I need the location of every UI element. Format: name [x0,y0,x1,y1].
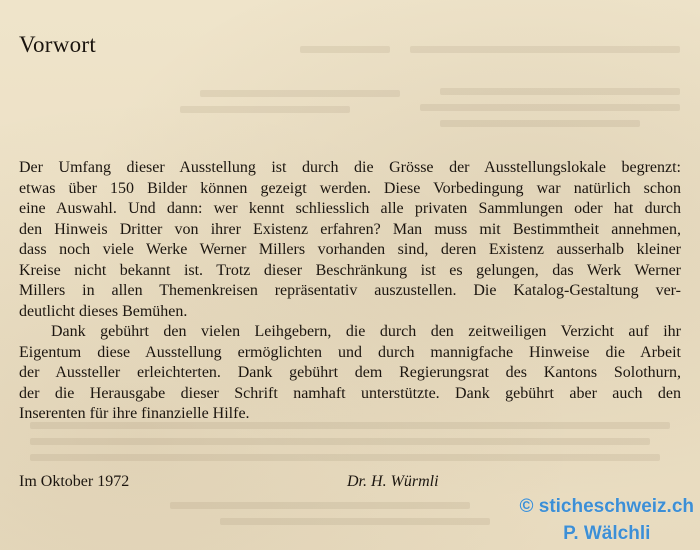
bleed-through-line [30,454,660,461]
paragraph [19,322,681,425]
bleed-through-line [300,46,390,53]
text-line: Millers in allen Themenkreisen repräsentativ auszustellen. Die Katalog-Gestaltung ver- [19,282,681,299]
preface-body [19,158,681,425]
text-line: Dank gebührt den vielen Leihgebern, die durch den zeitweiligen Verzicht auf ihr [51,323,681,340]
watermark-line: © sticheschweiz.ch [519,496,694,517]
bleed-through-line [30,438,650,445]
bleed-through-line [440,88,680,95]
bleed-through-line [440,120,640,127]
text-line: deutlicht dieses Bemühen. [19,302,188,320]
paragraph [19,158,681,322]
bleed-through-line [410,46,680,53]
text-line: eine Auswahl. Und dann: wer kennt schliesslich alle privaten Sammlungen oder hat durch [19,200,681,217]
text-line: den Hinweis Dritter von ihrer Existenz erfahren? Man muss mit Bestimmtheit annehmen, [19,220,681,238]
text-line: Kreise nicht bekannt ist. Trotz dieser Beschränkung ist es gelungen, das Werk Werner [19,261,681,279]
text-line: der Aussteller erleichterten. Dank gebührt dem Regierungsrat des Kantons Solothurn, [19,364,681,381]
page-title: Vorwort [19,32,97,57]
watermark-line: P. Wälchli [563,523,651,544]
bleed-through-line [220,518,490,525]
text-line: etwas über 150 Bilder können gezeigt werden. Diese Vorbedingung war natürlich schon [19,179,681,197]
author-signature: Dr. H. Würmli [347,473,439,490]
text-line: Eigentum diese Ausstellung ermöglichten und durch mannigfache Hinweise die Arbeit [19,343,681,361]
bleed-through-line [180,106,350,113]
text-line: der die Herausgabe dieser Schrift namhaft unterstützte. Dank gebührt aber auch den [19,384,681,402]
bleed-through-line [200,90,400,97]
text-line: Inserenten für ihre finanzielle Hilfe. [19,405,250,422]
text-line: Der Umfang dieser Ausstellung ist durch die Grösse der Ausstellungslokale begrenzt: [19,159,681,176]
bleed-through-line [170,502,470,509]
text-line: dass noch viele Werke Werner Millers vorhanden sind, deren Existenz ausserhalb kleiner [19,241,681,258]
bleed-through-line [420,104,680,111]
copyright-watermark [519,493,694,547]
date-line: Im Oktober 1972 [19,473,130,490]
